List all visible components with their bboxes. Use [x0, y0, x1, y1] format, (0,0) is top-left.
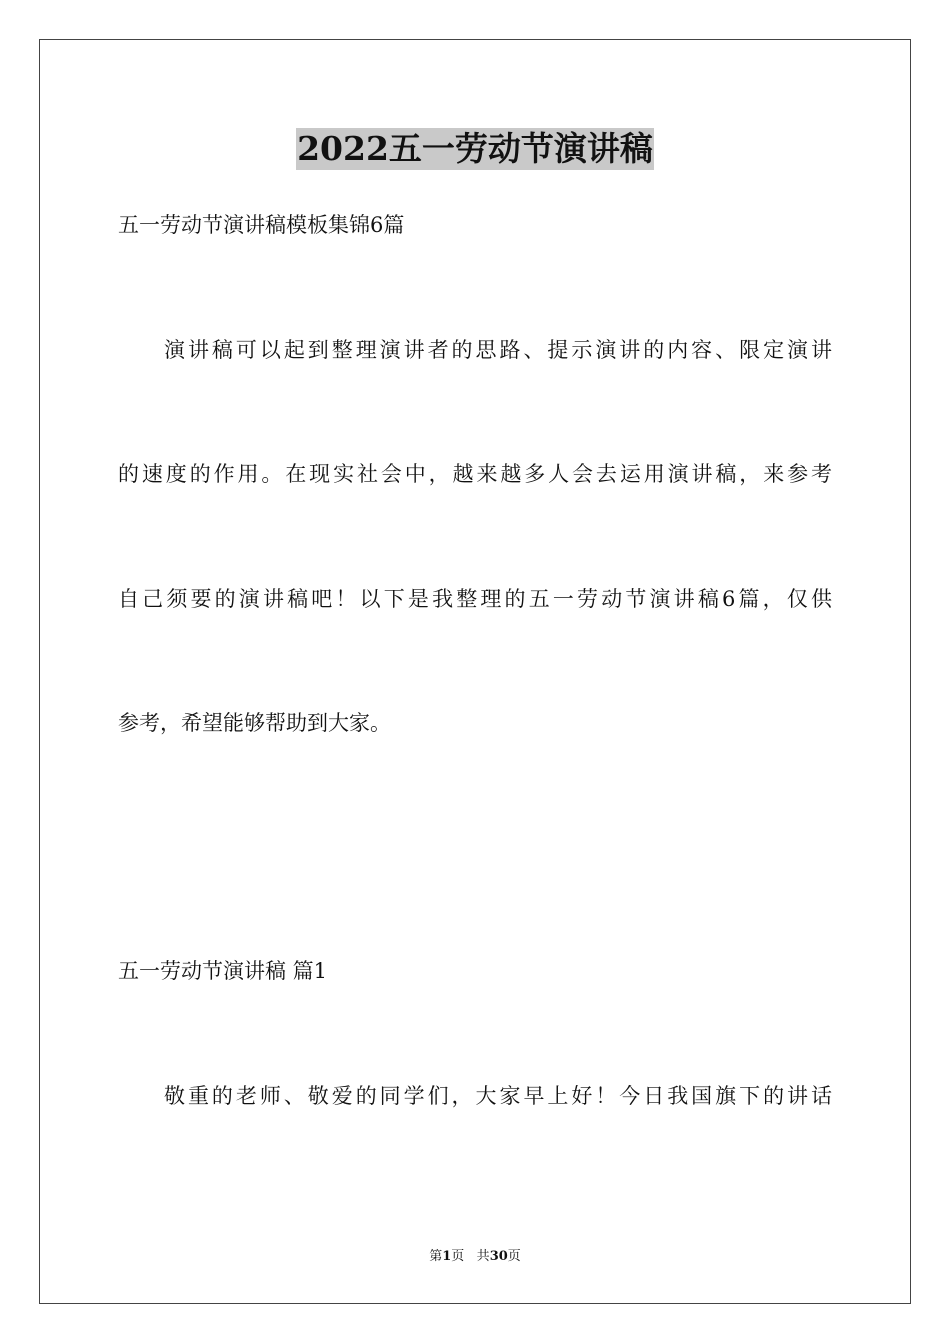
footer-prefix: 第 [429, 1249, 443, 1264]
section-heading: 五一劳动节演讲稿 篇1 [118, 959, 328, 983]
title-container [0, 128, 950, 170]
intro-line-2: 的速度的作用。在现实社会中，越来越多人会去运用演讲稿，来参考 [118, 462, 832, 486]
footer-total-pages: 30 [489, 1249, 508, 1264]
page-footer [0, 1248, 950, 1266]
section-first-line: 敬重的老师、敬爱的同学们，大家早上好！今日我国旗下的讲话 [164, 1084, 832, 1108]
footer-total-suffix: 页 [507, 1249, 521, 1264]
document-title: 2022五一劳动节演讲稿 [297, 129, 653, 168]
footer-page-suffix: 页 [451, 1249, 465, 1264]
intro-line-4: 参考，希望能够帮助到大家。 [118, 711, 391, 735]
footer-total-prefix: 共 [476, 1249, 490, 1264]
document-subtitle: 五一劳动节演讲稿模板集锦6篇 [118, 213, 405, 237]
footer-page-number: 1 [442, 1249, 452, 1264]
intro-line-1: 演讲稿可以起到整理演讲者的思路、提示演讲的内容、限定演讲 [164, 338, 832, 362]
intro-line-3: 自己须要的演讲稿吧！以下是我整理的五一劳动节演讲稿6篇，仅供 [118, 587, 832, 611]
